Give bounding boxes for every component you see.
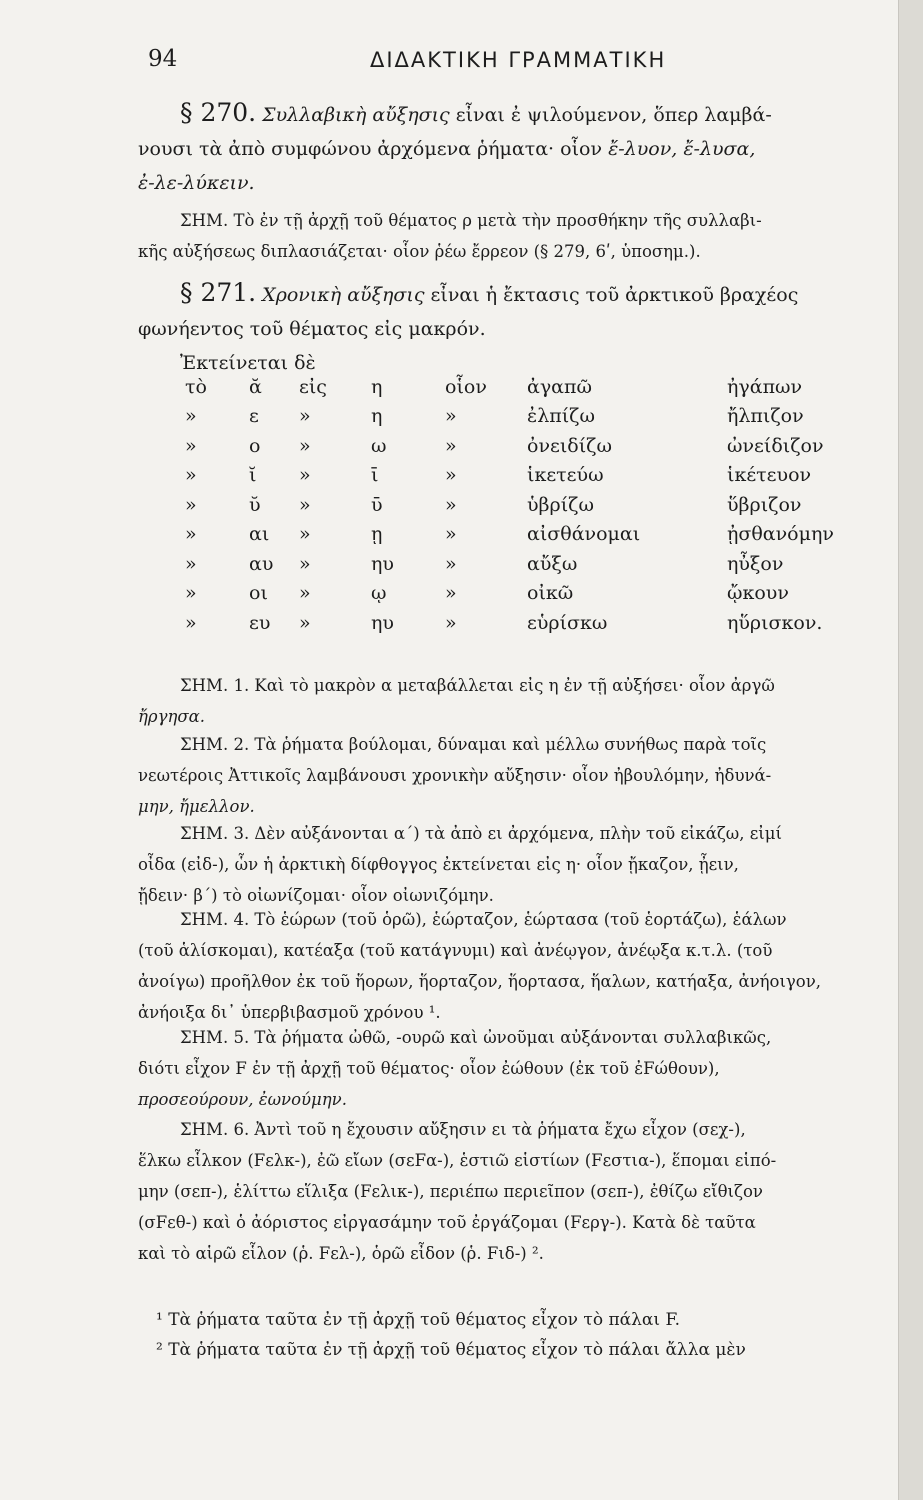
table-cell-ditto: » (445, 493, 457, 516)
table-cell-short-vowel: ο (249, 434, 261, 457)
note-2 (138, 729, 903, 822)
section-270-line-2 (138, 132, 903, 166)
section-271-line-1 (138, 276, 903, 312)
note-6 (138, 1114, 903, 1269)
augment-table (185, 372, 847, 638)
table-cell-article: » (185, 523, 197, 546)
note-line: νεωτέροις Ἀττικοῖς λαμβάνουσι χρονικὴν αὔξησιν· οἷον ἠβουλόμην, ἠδυνά- (138, 766, 772, 785)
table-cell-preposition: » (299, 611, 311, 634)
running-header (0, 42, 923, 82)
table-cell-present-form: αἰσθάνομαι (527, 523, 641, 546)
note-line: ΣΗΜ. 6. Ἀντὶ τοῦ η ἔχουσιν αὔξησιν ει τὰ ῥήματα ἔχω εἶχον (σεχ-), (180, 1120, 746, 1139)
table-cell-long-vowel: ῡ (371, 493, 383, 516)
footnote-2: ² Τὰ ῥήματα ταῦτα ἐν τῇ ἀρχῇ τοῦ θέματος εἶχον τὸ πάλαι ἄλλα μὲν (156, 1340, 746, 1360)
table-row (185, 402, 847, 432)
note-line: (τοῦ ἁλίσκομαι), κατέαξα (τοῦ κατάγνυμι) καὶ ἀνέῳγον, ἀνέῳξα κ.τ.λ. (τοῦ (138, 941, 773, 960)
table-cell-augmented-form: ἠγάπων (727, 375, 803, 398)
note-line: ᾔδειν· β΄) τὸ οἰωνίζομαι· οἷον οἰωνιζόμην. (138, 886, 494, 905)
table-cell-present-form: αὔξω (527, 552, 578, 575)
table-cell-augmented-form: ὠνείδιζον (727, 434, 824, 457)
note-line: ἀνήοιξα δι᾽ ὑπερβιβασμοῦ χρόνου ¹. (138, 1003, 441, 1022)
table-cell-augmented-form: ᾐσθανόμην (727, 523, 834, 546)
table-cell-augmented-form: ὕβριζον (727, 493, 802, 516)
note-270 (138, 205, 903, 267)
note-line: ἕλκω εἷλκον (Fελκ-), ἐῶ εἴων (σεFα-), ἑστιῶ εἱστίων (Fεστια-), ἕπομαι εἱπό- (138, 1151, 777, 1170)
table-cell-long-vowel: ῑ (371, 464, 379, 487)
table-cell-augmented-form: ἱκέτευον (727, 464, 812, 487)
table-cell-article: » (185, 405, 197, 428)
table-row (185, 372, 847, 402)
note-line: ΣΗΜ. 4. Τὸ ἑώρων (τοῦ ὁρῶ), ἑώρταζον, ἑώρτασα (τοῦ ἑορτάζω), ἑάλων (180, 910, 787, 929)
note-line: μην, ἤμελλον. (138, 797, 255, 816)
table-row (185, 520, 847, 550)
table-cell-ditto: » (445, 523, 457, 546)
note-line: κῆς αὐξήσεως διπλασιάζεται· οἷον ῥέω ἔρρεον (§ 279, 6ʹ, ὑποσημ.). (138, 242, 701, 261)
table-cell-ditto: » (445, 434, 457, 457)
table-cell-short-vowel: αυ (249, 552, 274, 575)
note-1 (138, 670, 903, 732)
table-cell-article: » (185, 434, 197, 457)
table-cell-article: » (185, 582, 197, 605)
table-cell-present-form: ἀγαπῶ (527, 375, 592, 398)
table-cell-short-vowel: ᾰ (249, 375, 262, 398)
table-cell-preposition: » (299, 405, 311, 428)
section-number: § 270. (180, 98, 257, 127)
note-line: μην (σεπ-), ἑλίττω εἵλιξα (Fελικ-), περιέπω περιεῖπον (σεπ-), ἐθίζω εἴθιζον (138, 1182, 763, 1201)
table-cell-article: » (185, 493, 197, 516)
table-cell-augmented-form: ηὕρισκον. (727, 611, 823, 634)
section-text: εἶναι ἡ ἔκτασις τοῦ ἀρκτικοῦ βραχέος (430, 284, 799, 306)
table-cell-article: » (185, 552, 197, 575)
section-271 (138, 276, 903, 380)
table-cell-ditto: » (445, 582, 457, 605)
table-cell-long-vowel: ηυ (371, 611, 394, 634)
table-cell-long-vowel: ῳ (371, 582, 387, 605)
note-line: καὶ τὸ αἱρῶ εἷλον (ῥ. Fελ-), ὁρῶ εἶδον (ῥ. Fιδ-) ². (138, 1244, 544, 1263)
section-270-line-3: ἐ-λε-λύκειν. (138, 172, 255, 194)
table-cell-present-form: ἐλπίζω (527, 405, 595, 428)
note-5 (138, 1022, 903, 1115)
table-cell-present-form: εὑρίσκω (527, 611, 608, 634)
table-cell-long-vowel: η (371, 375, 383, 398)
table-cell-short-vowel: αι (249, 523, 270, 546)
section-term: Συλλαβικὴ αὔξησις (262, 104, 450, 126)
note-line: ἀνοίγω) προῆλθον ἐκ τοῦ ἥορων, ἥορταζον, ἥορτασα, ἥαλων, κατήαξα, ἀνήοιγον, (138, 972, 821, 991)
table-cell-preposition: εἰς (299, 375, 327, 398)
note-4 (138, 904, 903, 1028)
example-forms: ἔ-λυον, ἔ-λυσα, (608, 138, 756, 160)
note-line: ΣΗΜ. 1. Καὶ τὸ μακρὸν α μεταβάλλεται εἰς η ἐν τῇ αὐξήσει· οἷον ἀργῶ (180, 676, 775, 695)
table-cell-long-vowel: η (371, 405, 383, 428)
table-cell-preposition: » (299, 523, 311, 546)
table-cell-preposition: » (299, 582, 311, 605)
footnote-1: ¹ Τὰ ῥήματα ταῦτα ἐν τῇ ἀρχῇ τοῦ θέματος εἶχον τὸ πάλαι F. (156, 1310, 680, 1330)
table-cell-long-vowel: ῃ (371, 523, 383, 546)
section-term: Χρονικὴ αὔξησις (262, 284, 425, 306)
table-cell-article: τὸ (185, 375, 207, 398)
table-cell-short-vowel: ῠ (249, 493, 261, 516)
table-row (185, 579, 847, 609)
table-cell-long-vowel: ηυ (371, 552, 394, 575)
note-line: διότι εἶχον F ἐν τῇ ἀρχῇ τοῦ θέματος· οἷον ἐώθουν (ἐκ τοῦ ἐFώθουν), (138, 1059, 720, 1078)
table-cell-short-vowel: ευ (249, 611, 271, 634)
table-cell-ditto: » (445, 611, 457, 634)
table-cell-preposition: » (299, 493, 311, 516)
table-cell-short-vowel: ῐ (249, 464, 257, 487)
table-cell-ditto: » (445, 405, 457, 428)
table-cell-present-form: ἱκετεύω (527, 464, 604, 487)
section-text: νουσι τὰ ἀπὸ συμφώνου ἀρχόμενα ῥήματα· οἷον (138, 138, 609, 160)
page-number: 94 (148, 46, 178, 72)
section-number: § 271. (180, 278, 257, 307)
table-cell-present-form: ὀνειδίζω (527, 434, 612, 457)
section-text: φωνήεντος τοῦ θέματος εἰς μακρόν. (138, 318, 486, 340)
table-cell-article: » (185, 464, 197, 487)
note-line: ἤργησα. (138, 707, 205, 726)
table-row (185, 549, 847, 579)
table-row (185, 461, 847, 491)
note-line: ΣΗΜ. 3. Δὲν αὐξάνονται α΄) τὰ ἀπὸ ει ἀρχόμενα, πλὴν τοῦ εἰκάζω, εἰμί (180, 824, 782, 843)
note-line: προσεούρουν, ἐωνούμην. (138, 1090, 347, 1109)
note-line: (σFεθ-) καὶ ὁ ἀόριστος εἰργασάμην τοῦ ἐργάζομαι (Fεργ-). Κατὰ δὲ ταῦτα (138, 1213, 756, 1232)
section-text: Ἐκτείνεται δὲ (180, 352, 316, 374)
note-line: οἶδα (εἰδ-), ὧν ἡ ἀρκτικὴ δίφθογγος ἐκτείνεται εἰς η· οἷον ᾔκαζον, ᾖειν, (138, 855, 739, 874)
table-cell-ditto: » (445, 552, 457, 575)
table-row (185, 431, 847, 461)
table-row (185, 490, 847, 520)
table-cell-present-form: ὑβρίζω (527, 493, 594, 516)
table-cell-present-form: οἰκῶ (527, 582, 574, 605)
table-cell-short-vowel: οι (249, 582, 268, 605)
table-cell-ditto: οἷον (445, 375, 487, 398)
table-cell-short-vowel: ε (249, 405, 259, 428)
table-cell-preposition: » (299, 552, 311, 575)
table-cell-augmented-form: ἤλπιζον (727, 405, 804, 428)
running-title: ΔΙΔΑΚΤΙΚΗ ΓΡΑΜΜΑΤΙΚΗ (370, 48, 667, 72)
note-line: ΣΗΜ. Τὸ ἐν τῇ ἀρχῇ τοῦ θέματος ρ μετὰ τὴν προσθήκην τῆς συλλαβι- (180, 211, 762, 230)
section-270-line-1 (138, 96, 903, 132)
note-line: ΣΗΜ. 5. Τὰ ῥήματα ὠθῶ, -ουρῶ καὶ ὠνοῦμαι αὐξάνονται συλλαβικῶς, (180, 1028, 772, 1047)
section-270 (138, 96, 903, 200)
section-text: εἶναι ἐ ψιλούμενον, ὅπερ λαμβά- (455, 104, 772, 126)
table-cell-long-vowel: ω (371, 434, 387, 457)
table-cell-preposition: » (299, 434, 311, 457)
note-3 (138, 818, 903, 911)
table-cell-ditto: » (445, 464, 457, 487)
table-cell-preposition: » (299, 464, 311, 487)
table-row (185, 608, 847, 638)
table-cell-article: » (185, 611, 197, 634)
table-cell-augmented-form: ηὖξον (727, 552, 784, 575)
note-line: ΣΗΜ. 2. Τὰ ῥήματα βούλομαι, δύναμαι καὶ μέλλω συνήθως παρὰ τοῖς (180, 735, 767, 754)
table-cell-augmented-form: ᾤκουν (727, 582, 789, 605)
